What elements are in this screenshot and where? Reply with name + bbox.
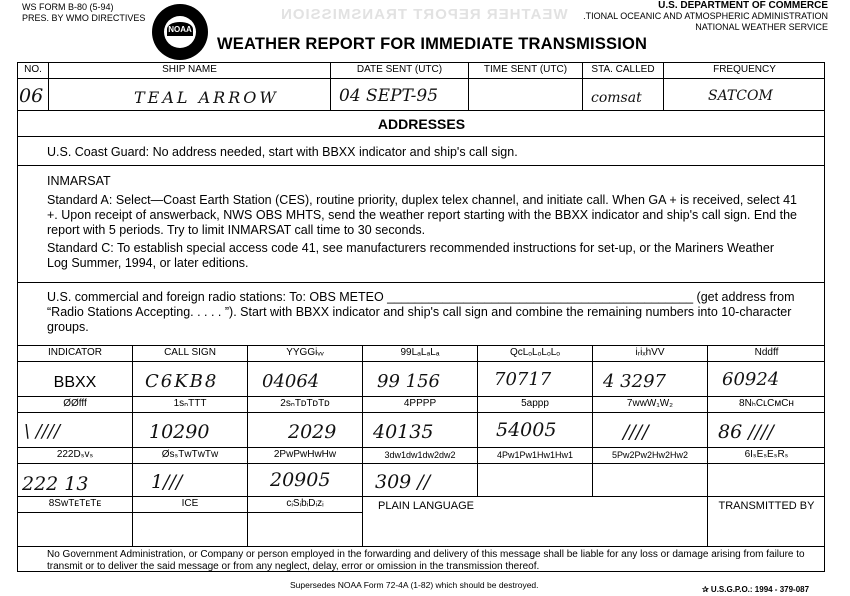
field-code-value[interactable]: 04064 (248, 362, 363, 397)
page-title: WEATHER REPORT FOR IMMEDIATE TRANSMISSION (217, 35, 648, 53)
standard-c-text: Standard C: To establish special access code 41, see manufacturers recommended instructions for set-up, or the Mariners Weather Log Summer, 1994, or later editions. (47, 241, 774, 270)
field-ship-name[interactable]: TEAL ARROW (49, 79, 331, 111)
code-header: ØØfff (18, 397, 133, 413)
header-date-sent: DATE SENT (UTC) (331, 63, 469, 79)
code-header: 3dᴡ1dᴡ1dᴡ2dᴡ2 (363, 448, 478, 464)
field-code-value[interactable]: 70717 (478, 362, 593, 397)
code-header: 4Pᴡ1Pᴡ1Hᴡ1Hᴡ1 (478, 448, 593, 464)
agency-line3: NATIONAL WEATHER SERVICE (695, 22, 828, 32)
directive: PRES. BY WMO DIRECTIVES (22, 13, 146, 23)
field-code-value[interactable]: 222 13 (18, 464, 133, 497)
field-code-value[interactable]: //// (593, 413, 708, 448)
code-header: CALL SIGN (133, 346, 248, 362)
field-indicator[interactable]: BBXX (18, 362, 133, 397)
code-header: cᵢSᵢbᵢDᵢzᵢ (248, 497, 363, 513)
code-header: ØsₛTᴡTᴡTᴡ (133, 448, 248, 464)
code-header: 5Pᴡ2Pᴡ2Hᴡ2Hᴡ2 (593, 448, 708, 464)
field-sta-called[interactable]: comsat (583, 79, 664, 111)
code-header: Nddff (708, 346, 825, 362)
field-frequency[interactable]: SATCOM (664, 79, 825, 111)
code-header: 2sₙTᴅTᴅTᴅ (248, 397, 363, 413)
commercial-block: U.S. commercial and foreign radio stations: To: OBS METEO ____________________________________________ (get address from “Radio Stations Accepting. . . . . ”). Start with BBXX indicator and ship's call sign and combine the remaining numbers into 10-character groups. (18, 283, 825, 346)
form-header-left (22, 2, 145, 24)
field-code-value[interactable]: 4 3297 (593, 362, 708, 397)
field-call-sign[interactable]: C6KB8 (133, 362, 248, 397)
field-code-value[interactable] (18, 513, 133, 547)
header-no: NO. (18, 63, 49, 79)
code-header: 5appp (478, 397, 593, 413)
agency-line1: U.S. DEPARTMENT OF COMMERCE (658, 0, 828, 11)
bleed-through-text: WEATHER REPORT TRANSMISSION (280, 6, 568, 23)
field-code-value[interactable]: 20905 (248, 464, 363, 497)
code-header: 7wwW₁W₂ (593, 397, 708, 413)
field-code-value[interactable] (593, 464, 708, 497)
field-code-value[interactable]: 40135 (363, 413, 478, 448)
code-header: 222Dₛvₛ (18, 448, 133, 464)
code-header: 1sₙTTT (133, 397, 248, 413)
field-code-value[interactable]: \ //// (18, 413, 133, 448)
noaa-logo-icon (152, 4, 208, 60)
agency-line2: .TIONAL OCEANIC AND ATMOSPHERIC ADMINISTRATION (583, 11, 828, 21)
field-code-value[interactable]: 1/// (133, 464, 248, 497)
field-code-value[interactable]: 54005 (478, 413, 593, 448)
header-sta-called: STA. CALLED (583, 63, 664, 79)
disclaimer-text: No Government Administration, or Company or person employed in the forwarding and delivery of this message shall be liable for any loss or damage arising from failure to transmit or to deliver the said message or from any neglect, delay, error or omission in the transmission thereof. (47, 549, 805, 572)
field-code-value[interactable]: 99 156 (363, 362, 478, 397)
coast-guard-text: U.S. Coast Guard: No address needed, start with BBXX indicator and ship's call sign. (18, 137, 825, 166)
code-header: YYGGiᵥᵥ (248, 346, 363, 362)
inmarsat-block (18, 166, 825, 283)
field-code-value[interactable] (248, 513, 363, 547)
field-code-value[interactable]: 60924 (708, 362, 825, 397)
form-frame (17, 62, 825, 572)
field-time-sent[interactable] (469, 79, 583, 111)
code-header: ICE (133, 497, 248, 513)
field-code-value[interactable] (708, 464, 825, 497)
field-code-value[interactable]: 309 // (363, 464, 478, 497)
code-header: INDICATOR (18, 346, 133, 362)
field-code-value[interactable]: 2029 (248, 413, 363, 448)
field-no[interactable]: 06 (18, 79, 49, 111)
code-header: 8SᴡTᴇTᴇTᴇ (18, 497, 133, 513)
code-header: QᴄLₒLₒLₒLₒ (478, 346, 593, 362)
code-header: 2PᴡPᴡHᴡHᴡ (248, 448, 363, 464)
field-code-value[interactable]: 10290 (133, 413, 248, 448)
plain-language-label: PLAIN LANGUAGE (378, 500, 474, 512)
code-header: 6IₛEₛEₛRₛ (708, 448, 825, 464)
field-ice[interactable] (133, 513, 248, 547)
code-header: 4PPPP (363, 397, 478, 413)
field-code-value[interactable] (478, 464, 593, 497)
supersedes-note: Supersedes NOAA Form 72-4A (1-82) which should be destroyed. (290, 580, 539, 590)
field-code-value[interactable]: 86 //// (708, 413, 825, 448)
addresses-heading: ADDRESSES (18, 111, 825, 137)
field-date-sent[interactable]: 04 SEPT-95 (331, 79, 469, 111)
header-ship-name: SHIP NAME (49, 63, 331, 79)
transmitted-by-label: TRANSMITTED BY (718, 500, 815, 512)
form-id: WS FORM B-80 (5-94) (22, 2, 114, 12)
plain-language-field[interactable] (363, 497, 708, 547)
gpo-note: ✰ U.S.G.P.O.: 1994 - 379-087 (702, 585, 810, 594)
inmarsat-title: INMARSAT (47, 174, 111, 188)
form-header-right (583, 0, 828, 33)
header-time-sent: TIME SENT (UTC) (469, 63, 583, 79)
code-header: iᵣiₓhVV (593, 346, 708, 362)
logo-text: NOAA (168, 25, 192, 34)
code-header: 8NₕCʟCᴍCʜ (708, 397, 825, 413)
header-frequency: FREQUENCY (664, 63, 825, 79)
transmitted-by-field[interactable] (708, 497, 825, 547)
standard-a-text: Standard A: Select—Coast Earth Station (CES), routine priority, duplex telex channel, and initiate call. When GA + is received, select 41 +. Upon receipt of answerback, NWS OBS MHTS, send the weather report starting with the BBXX indicator and ship's call sign. End the report with 5 periods. Try to limit INMARSAT call time to 30 seconds. (47, 193, 797, 237)
code-header: 99LₐLₐLₐ (363, 346, 478, 362)
